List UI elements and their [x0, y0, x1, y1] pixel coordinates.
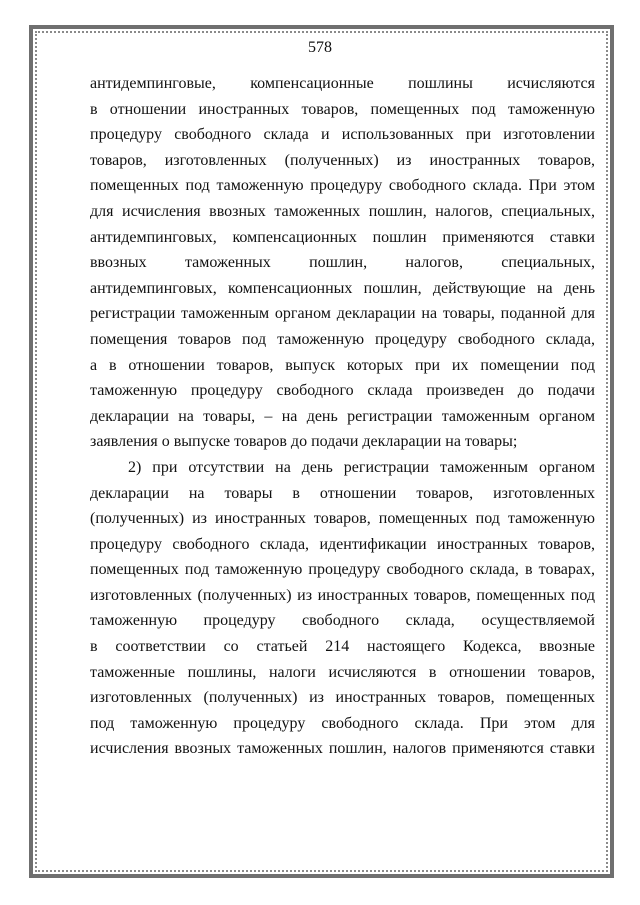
text-line: для исчисления ввозных таможенных пошлин, налогов, специальных, [90, 202, 595, 220]
text-line: изготовленных (полученных) из иностранных товаров, помещенных [90, 689, 595, 707]
text-line: антидемпинговых, компенсационных пошлин, действующие на день [90, 279, 595, 297]
text-line: помещения товаров под таможенную процедуру свободного склада, [90, 330, 595, 348]
text-line: в отношении иностранных товаров, помещенных под таможенную [90, 100, 595, 118]
text-line: декларации на товары, – на день регистрации таможенным органом [90, 407, 595, 425]
text-line: товаров, изготовленных (полученных) из иностранных товаров, [90, 151, 595, 169]
text-line: а в отношении товаров, выпуск которых при их помещении под [90, 356, 595, 374]
document-body [90, 71, 595, 762]
text-line: процедуру свободного склада, идентификации иностранных товаров, [90, 535, 595, 553]
text-line: (полученных) из иностранных товаров, помещенных под таможенную [90, 510, 595, 528]
text-line: таможенные пошлины, налоги исчисляются в отношении товаров, [90, 663, 595, 681]
text-line: процедуру свободного склада и использованных при изготовлении [90, 126, 595, 144]
text-line: заявления о выпуске товаров до подачи декларации на товары; [90, 433, 518, 451]
text-line: под таможенную процедуру свободного склада. При этом для [90, 714, 595, 732]
text-line: таможенную процедуру свободного склада, осуществляемой [90, 612, 595, 630]
text-line: регистрации таможенным органом декларации на товары, поданной для [90, 305, 595, 323]
text-line: исчисления ввозных таможенных пошлин, налогов применяются ставки [90, 740, 595, 758]
text-line: антидемпинговые, компенсационные пошлины исчисляются [90, 75, 595, 92]
text-line: антидемпинговых, компенсационных пошлин применяются ставки [90, 228, 595, 246]
text-line: в соответствии со статьей 214 настоящего Кодекса, ввозные [90, 638, 595, 656]
text-line: помещенных под таможенную процедуру свободного склада. При этом [90, 177, 595, 195]
text-line: ввозных таможенных пошлин, налогов, специальных, [90, 254, 595, 272]
text-line: декларации на товары в отношении товаров, изготовленных [90, 484, 595, 502]
text-line: помещенных под таможенную процедуру свободного склада, в товарах, [90, 561, 595, 579]
text-line: изготовленных (полученных) из иностранных товаров, помещенных под [90, 586, 595, 604]
text-line: 2) при отсутствии на день регистрации таможенным органом [128, 458, 595, 476]
text-line: таможенную процедуру свободного склада произведен до подачи [90, 382, 595, 400]
page-number: 578 [308, 39, 332, 56]
